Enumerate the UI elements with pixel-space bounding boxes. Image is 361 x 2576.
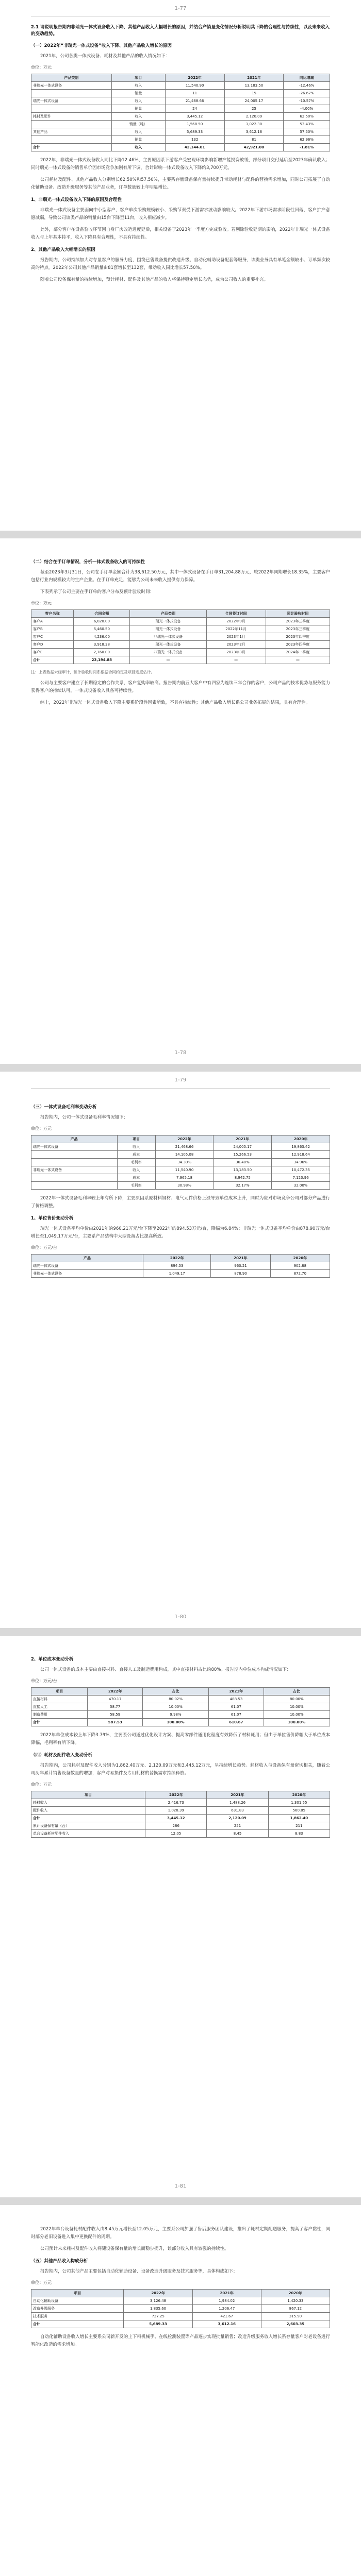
table-cell: 耗材及配件 — [31, 113, 112, 121]
table-other-products — [31, 2289, 330, 2328]
paragraph: 公司耗材及配件、其他产品收入分别增长62.50%和57.50%，主要系存量设备保有量持续提升带动耗材与配件的替换需求增加，同时公司拓展了自动化辅助设备、改造升级服务等其他产品业务，订单数量较上年明显增长。 — [31, 177, 330, 190]
table-header-cell: 2021年 — [209, 1688, 264, 1696]
table-cell: 315.90 — [261, 2313, 330, 2320]
table-cell: 4,236.00 — [74, 633, 130, 641]
table-cell: 81 — [224, 136, 284, 144]
subheading: 2、其他产品收入大幅增长的原因 — [31, 247, 95, 252]
table-cell: 直接材料 — [31, 1696, 88, 1703]
table-header-cell: 2021年 — [192, 2290, 261, 2297]
table-header-cell: 2020年 — [268, 1791, 330, 1799]
paragraph: 2022年单台设备耗材配件收入由8.45万元增长至12.05万元，主要系公司加强了售后服务团队建设，推出了耗材定期配送服务，提高了客户黏性，同时部分老旧设备进入集中更换配件的周期。 — [31, 2227, 330, 2240]
table-cell: 瑞光一体式设备 — [130, 641, 206, 649]
page-5 — [0, 2205, 361, 2576]
table-cell: 3,918.38 — [74, 641, 130, 649]
table-header-cell: 2020年 — [270, 1255, 330, 1262]
table-row — [31, 121, 330, 128]
table-cell: 21,468.66 — [155, 1143, 214, 1151]
table-cell: 251 — [207, 1822, 268, 1830]
table-cell: -4.00% — [284, 105, 330, 113]
table-cell: 32.00% — [272, 1182, 330, 1190]
table-cell: 488.53 — [209, 1696, 264, 1703]
table-header-cell: 2021年 — [214, 1136, 272, 1143]
paragraph: 报告期内，公司持续加大对存量客户的服务力度，围绕已售设备提供改造升级、自动化辅助设备配套等服务，该类业务具有单笔金额较小、订单频次较高的特点。2022年公司其他产品销量由81套增长至132套，带动收入同比增长57.50%。 — [31, 258, 330, 270]
paragraph: 非瑞光一体式设备主要面向中小型客户，客户单次采购规模较小、采购节奏受下游需求波动影响较大。2022年下游市场需求阶段性回落，客户扩产意愿减弱，导致公司该类产品的销量由15台下降至11台，收入相应减少。 — [31, 208, 330, 221]
paragraph: 截至2023年3月31日，公司在手订单金额合计为38,612.50万元，其中一体式设备在手订单31,204.88万元，较2022年同期增长18.35%，主要客户包括行业内规模较大的生产企业。在手订单充足，能够为公司未来收入提供有力保障。 — [31, 570, 330, 583]
table-cell: 10.00% — [142, 1703, 208, 1711]
table-cell: 成本 — [117, 1174, 155, 1182]
table-header-cell: 2021年 — [207, 1791, 268, 1799]
table-cell: 62.50% — [284, 113, 330, 121]
table-header-cell: 项目 — [117, 1136, 155, 1143]
table-cell: 30.98% — [155, 1182, 214, 1190]
table-cell: 560.85 — [268, 1807, 330, 1815]
table-cell: 42,921.00 — [224, 144, 284, 151]
table-cell: 收入 — [111, 97, 165, 105]
table-cell — [31, 1159, 118, 1166]
table-row — [31, 136, 330, 144]
table-cell — [31, 136, 112, 144]
table-header-cell: 2022年 — [145, 1791, 207, 1799]
table-cell: 470.17 — [88, 1696, 142, 1703]
paragraph: 瑞光一体式设备平均单价由2021年的960.21万元/台下降至2022年的894.53万元/台，降幅为6.84%；非瑞光一体式设备平均单价由878.90万元/台增长至1,049.17万元/台，主要系产品结构中大型设备占比提高所致。 — [31, 1226, 330, 1239]
table-row — [31, 90, 330, 97]
table-cell: 13,183.50 — [224, 82, 284, 90]
table-cell: 合计 — [31, 656, 74, 664]
table-row — [31, 128, 330, 136]
table-row — [31, 2297, 330, 2305]
table-cell: 销量 — [111, 90, 165, 97]
paragraph: 公司预计未来耗材及配件收入将随设备保有量的增长而稳步提升，该部分收入具有较强的持续性。 — [40, 2246, 229, 2251]
table-cell: 客户C — [31, 633, 74, 641]
table-cell: 合计 — [31, 1719, 88, 1726]
table-cell: 销量 — [111, 136, 165, 144]
table-cell: 421.67 — [192, 2313, 261, 2320]
table-row — [31, 2313, 330, 2320]
table-cell: 2023年3月 — [206, 649, 266, 656]
table-cell: 直接人工 — [31, 1703, 88, 1711]
page-number-bottom: 1-81 — [174, 2183, 187, 2189]
table-cell — [31, 1151, 118, 1159]
table-cell: 技术服务 — [31, 2313, 124, 2320]
table-cell: 3,612.16 — [224, 128, 284, 136]
table-cell — [31, 121, 112, 128]
paragraph: 公司一体式设备的成本主要由直接材料、直接人工及制造费用构成，其中直接材料占比约80%。报告期内单位成本构成情况如下： — [40, 1667, 291, 1672]
table-cell: 2023年三季度 — [266, 625, 330, 633]
table-row — [31, 82, 330, 90]
table-cell: 61.07 — [209, 1711, 264, 1719]
table-cell: 24 — [165, 105, 224, 113]
table-caption: 单位：万元 — [31, 65, 52, 70]
table-row — [31, 1166, 330, 1174]
table-cell: 销量 — [111, 105, 165, 113]
table-cell: 非瑞光一体式设备 — [31, 1270, 143, 1278]
table-cell: 配件收入 — [31, 1807, 145, 1815]
table-cell: 5,689.33 — [165, 128, 224, 136]
paragraph: 公司与主要客户建立了长期稳定的合作关系，客户复购率较高。报告期内前五大客户中有四家为连续三年合作的客户，公司产品的技术优势与服务能力获得客户的持续认可，一体式设备收入具备可持续性。 — [31, 681, 330, 693]
table-cell: 12,918.64 — [272, 1151, 330, 1159]
table-header-cell: 占比 — [264, 1688, 330, 1696]
table-cell: 1,028.39 — [145, 1807, 207, 1815]
table-header-cell: 预计验收时间 — [266, 610, 330, 618]
table-row — [31, 1159, 330, 1166]
table-row — [31, 1174, 330, 1182]
table-cell: 24,005.17 — [214, 1143, 272, 1151]
table-cell: 53.43% — [284, 121, 330, 128]
table-cell: 2023年四季度 — [266, 633, 330, 641]
table-cell: 12.05 — [145, 1830, 207, 1838]
table-cell: 15,266.53 — [214, 1151, 272, 1159]
table-row — [31, 113, 330, 121]
table-cell: 19,863.42 — [272, 1143, 330, 1151]
table-cell: -1.81% — [284, 144, 330, 151]
table-row — [31, 1270, 330, 1278]
paragraph: 随着公司设备保有量的持续增加，预计耗材、配件及其他产品的收入将保持稳定增长态势，成为公司收入的重要补充。 — [40, 277, 269, 282]
table-cell: 132 — [165, 136, 224, 144]
table-cell: — — [206, 656, 266, 664]
table-cell: 960.21 — [211, 1262, 270, 1270]
table-row — [31, 2320, 330, 2328]
table-cell: 8.45 — [207, 1830, 268, 1838]
table-header-cell: 合同金额 — [74, 610, 130, 618]
table-header-cell: 2022年 — [88, 1688, 142, 1696]
table-cell: 9.98% — [142, 1711, 208, 1719]
table-cell: 11,540.90 — [155, 1166, 214, 1174]
table-cell: 2023年三季度 — [266, 618, 330, 625]
table-cell — [31, 1182, 118, 1190]
table-cell: 14,105.08 — [155, 1151, 214, 1159]
table-cell: 894.53 — [143, 1262, 210, 1270]
table-cell: — — [266, 656, 330, 664]
table-row — [31, 656, 330, 664]
table-row — [31, 1822, 330, 1830]
table-cell: 2,603.35 — [261, 2320, 330, 2328]
question-text: 2.1 请说明报告期内非瑞光一体式设备收入下降、其他产品收入大幅增长的原因，并结合产销量变化情况分析说明其下降的合理性与持续性，以及未来收入的变动趋势。 — [31, 25, 330, 37]
paragraph: 报告期内，公司其他产品主要包括自动化辅助设备、设备改造升级服务及技术服务等，具体构成如下： — [40, 2269, 238, 2274]
table-cell: 其他产品 — [31, 128, 112, 136]
table-cell: 34.96% — [272, 1159, 330, 1166]
reply-heading-1: （一）2022年“非瑞光一体式设备”收入下降、其他产品收入增长的原因 — [31, 43, 172, 48]
table-cell: 合计 — [31, 2320, 124, 2328]
table-row — [31, 1719, 330, 1726]
table-cell: 24,005.17 — [224, 97, 284, 105]
table-row — [31, 2305, 330, 2313]
table-cell: 42,144.01 — [165, 144, 224, 151]
page-number-top: 1-77 — [31, 0, 330, 17]
table-header-cell: 2022年 — [143, 1255, 210, 1262]
table-header-cell: 项目 — [31, 1791, 145, 1799]
table-cell: 286 — [145, 1822, 207, 1830]
reply-heading-3: （三）一体式设备毛利率变动分析 — [31, 1105, 97, 1110]
table-orders-on-hand — [31, 609, 330, 664]
table-cell: 36.40% — [214, 1159, 272, 1166]
paragraph: 报告期内，公司一体式设备毛利率情况如下： — [40, 1115, 128, 1120]
table-cell: 10.00% — [264, 1703, 330, 1711]
table-cell: 631.83 — [207, 1807, 268, 1815]
table-cell: 11 — [165, 90, 224, 97]
table-cell: 878.90 — [211, 1270, 270, 1278]
table-cell: 2022年11月 — [206, 625, 266, 633]
table-header-cell: 占比 — [142, 1688, 208, 1696]
table-header-cell: 产品类别 — [31, 74, 112, 82]
table-header-cell: 2022年 — [155, 1136, 214, 1143]
table-row — [31, 1703, 330, 1711]
paragraph: 综上，2022年非瑞光一体式设备收入下降主要系阶段性因素所致，不具有持续性；其他产品收入增长系公司业务拓展的结果，具有合理性。 — [40, 700, 310, 705]
table-cell: 毛利率 — [117, 1182, 155, 1190]
table-header-cell: 同比增减 — [284, 74, 330, 82]
table-cell: 2022年9月 — [206, 618, 266, 625]
table-cell: 瑞光一体式设备 — [31, 1143, 118, 1151]
table-header-cell: 项目 — [31, 2290, 124, 2297]
table-cell — [31, 1174, 118, 1182]
table-cell: 80.02% — [142, 1696, 208, 1703]
table-cell: 3,445.12 — [145, 1815, 207, 1822]
table-cell: 3,612.16 — [192, 2320, 261, 2328]
table-cell: 1,488.26 — [207, 1799, 268, 1807]
table-header-cell: 项目 — [31, 1688, 88, 1696]
table-cell: — — [130, 656, 206, 664]
table-row — [31, 618, 330, 625]
table-cell: -10.57% — [284, 97, 330, 105]
paragraph: 2022年，非瑞光一体式设备收入同比下降12.46%，主要原因系下游客户受宏观环境影响新增产能投资放缓，部分项目交付延后至2023年确认收入；同时瑞光一体式设备的销售单价因市场竞争加剧有所下调，合计影响一体式设备收入下降约3,700万元。 — [31, 158, 330, 171]
table-cell: 单台设备耗材配件收入 — [31, 1830, 145, 1838]
table-cell: 2,120.09 — [207, 1815, 268, 1822]
table-row — [31, 1696, 330, 1703]
table-cell: 非瑞光一体式设备 — [130, 633, 206, 641]
table-cell: 610.67 — [209, 1719, 264, 1726]
table-cell: 2023年2月 — [206, 641, 266, 649]
table-cell: 瑞光一体式设备 — [130, 618, 206, 625]
table-cell: 1,206.47 — [192, 2305, 261, 2313]
table-cell: 8.83 — [268, 1830, 330, 1838]
table-cell: 销量（吨） — [111, 121, 165, 128]
page-number-bottom: 1-78 — [174, 1050, 187, 1056]
table-cell: 合计 — [31, 144, 112, 151]
table-cell: 瑞光一体式设备 — [130, 625, 206, 633]
table-cell: 收入 — [111, 113, 165, 121]
table-note: 注：上表数据未经审计，预计验收时间系根据合同约定及项目进度估计。 — [31, 670, 155, 674]
table-row — [31, 649, 330, 656]
table-header-cell: 2020年 — [261, 2290, 330, 2297]
table-cell: 58.59 — [88, 1711, 142, 1719]
table-cell: 收入 — [111, 144, 165, 151]
table-row — [31, 97, 330, 105]
table-row — [31, 1830, 330, 1838]
table-cell: 1,301.55 — [268, 1799, 330, 1807]
table-cell: 100.00% — [264, 1719, 330, 1726]
table-cell: 872.70 — [270, 1270, 330, 1278]
table-cell: 6,820.00 — [74, 618, 130, 625]
table-cell: 10,472.35 — [272, 1166, 330, 1174]
table-revenue-by-product — [31, 74, 330, 151]
table-cell: 1,835.60 — [124, 2305, 192, 2313]
page-4 — [0, 1636, 361, 2197]
table-cell: 25 — [224, 105, 284, 113]
table-cell: 毛利率 — [117, 1159, 155, 1166]
table-cell: 11,540.90 — [165, 82, 224, 90]
table-cell — [31, 105, 112, 113]
table-header-cell: 产品 — [31, 1255, 143, 1262]
table-cell: 客户A — [31, 618, 74, 625]
table-row — [31, 1711, 330, 1719]
table-cell: 23,194.88 — [74, 656, 130, 664]
table-cell: 7,120.96 — [272, 1174, 330, 1182]
table-unit-cost — [31, 1687, 330, 1726]
table-caption: 单位：万元 — [31, 1126, 52, 1131]
table-cell: 80.00% — [264, 1696, 330, 1703]
table-row — [31, 1815, 330, 1822]
subheading: 1、单位售价变动分析 — [31, 1216, 74, 1221]
table-cell: 5,460.50 — [74, 625, 130, 633]
table-cell: 客户B — [31, 625, 74, 633]
table-cell: 1,420.33 — [261, 2297, 330, 2305]
table-cell: 57.50% — [284, 128, 330, 136]
table-row — [31, 1143, 330, 1151]
table-cell: 1,984.02 — [192, 2297, 261, 2305]
table-row — [31, 1182, 330, 1190]
table-cell: 1,022.30 — [224, 121, 284, 128]
table-cell: 合计 — [31, 1815, 145, 1822]
table-header-cell: 客户名称 — [31, 610, 74, 618]
paragraph: 报告期内，公司耗材及配件收入分别为1,862.40万元、2,120.09万元和3,445.12万元，呈持续增长趋势。耗材收入与设备保有量密切相关，随着公司历年累计销售设备数量的增加，客户对易损件及专用耗材的替换需求持续释放。 — [31, 1763, 330, 1776]
table-unit-price — [31, 1254, 330, 1278]
table-row — [31, 105, 330, 113]
table-row — [31, 1262, 330, 1270]
subheading: 1、非瑞光一体式设备收入下降的原因及合理性 — [31, 197, 122, 202]
paragraph: 2021年，公司各类一体式设备、耗材及其他产品的收入情况如下： — [40, 54, 170, 59]
paragraph: 此外，部分客户在设备验收环节因自身厂房改造进度延后，相关设备于2023年一季度方完成验收。若剔除验收延期的影响，2022年非瑞光一体式设备收入与上年基本持平，收入下降具有合理性，不具有持续性。 — [31, 227, 330, 240]
table-cell: 7,965.18 — [155, 1174, 214, 1182]
table-cell: 727.25 — [124, 2313, 192, 2320]
table-header-cell: 项目 — [111, 74, 165, 82]
reply-heading-2: （二）结合在手订单情况，分析一体式设备收入的可持续性 — [31, 560, 145, 565]
table-cell: 客户D — [31, 641, 74, 649]
table-row — [31, 633, 330, 641]
table-cell: 2,120.09 — [224, 113, 284, 121]
table-cell: 902.88 — [270, 1262, 330, 1270]
table-cell: 收入 — [117, 1166, 155, 1174]
table-row — [31, 625, 330, 633]
table-header-cell: 2022年 — [165, 74, 224, 82]
table-cell: 收入 — [111, 128, 165, 136]
table-cell: 61.07 — [209, 1703, 264, 1711]
page-1 — [0, 0, 361, 531]
table-row — [31, 144, 330, 151]
table-header-cell: 2021年 — [224, 74, 284, 82]
table-row — [31, 1151, 330, 1159]
table-cell: 2023年1月 — [206, 633, 266, 641]
table-cell: 13,183.50 — [214, 1166, 272, 1174]
table-cell: 2024年一季度 — [266, 649, 330, 656]
page-2 — [0, 538, 361, 1064]
reply-heading-4: （四）耗材及配件收入变动分析 — [31, 1753, 93, 1758]
table-header-cell: 合同签订时间 — [206, 610, 266, 618]
table-cell: 自动化辅助设备 — [31, 2297, 124, 2305]
page-3 — [0, 1072, 361, 1628]
table-cell: -26.67% — [284, 90, 330, 97]
table-caption: 单位：万元/台 — [31, 1679, 57, 1683]
table-cell: 收入 — [117, 1143, 155, 1151]
table-header-cell: 产品类别 — [130, 610, 206, 618]
paragraph: 2022年一体式设备毛利率较上年有所下降，主要原因系原材料钢材、电气元件价格上涨导致单位成本上升，同时为应对市场竞争公司对部分产品进行了价格调整。 — [31, 1196, 330, 1209]
page-number-top: 1-79 — [31, 1072, 330, 1089]
table-row — [31, 641, 330, 649]
table-cell: 改造升级服务 — [31, 2305, 124, 2313]
table-cell: 成本 — [117, 1151, 155, 1159]
table-cell: 非瑞光一体式设备 — [31, 82, 112, 90]
table-cell: 211 — [268, 1822, 330, 1830]
table-cell: 100.00% — [142, 1719, 208, 1726]
table-cell: 867.12 — [261, 2305, 330, 2313]
table-cell: 1,862.40 — [268, 1815, 330, 1822]
table-caption: 单位：万元 — [31, 1782, 52, 1787]
table-cell: 62.96% — [284, 136, 330, 144]
table-cell: 587.53 — [88, 1719, 142, 1726]
table-cell: 累计设备保有量（台） — [31, 1822, 145, 1830]
table-cell: -12.46% — [284, 82, 330, 90]
table-caption: 单位：万元 — [31, 601, 52, 605]
table-cell: 32.17% — [214, 1182, 272, 1190]
table-cell: 瑞光一体式设备 — [31, 97, 112, 105]
table-caption: 单位：万元 — [31, 2280, 52, 2285]
table-cell: 耗材收入 — [31, 1799, 145, 1807]
table-header-cell: 2021年 — [211, 1255, 270, 1262]
table-row — [31, 1807, 330, 1815]
table-cell: 收入 — [111, 82, 165, 90]
table-cell: 3,445.12 — [165, 113, 224, 121]
table-cell: 34.30% — [155, 1159, 214, 1166]
table-cell: 3,126.48 — [124, 2297, 192, 2305]
table-cell: 8,942.75 — [214, 1174, 272, 1182]
table-cell: 1,049.17 — [143, 1270, 210, 1278]
paragraph: 下表列示了公司主要在手订单的客户分布及预计验收时间： — [40, 589, 155, 595]
table-cell: 58.77 — [88, 1703, 142, 1711]
table-cell: 制造费用 — [31, 1711, 88, 1719]
table-cell: 21,468.66 — [165, 97, 224, 105]
table-cell: 非瑞光一体式设备 — [130, 649, 206, 656]
table-header-cell: 产品 — [31, 1136, 118, 1143]
table-cell: 5,689.33 — [124, 2320, 192, 2328]
table-header-cell: 2020年 — [272, 1136, 330, 1143]
table-row — [31, 1799, 330, 1807]
paragraph: 2022年单位成本较上年下降3.79%，主要系公司通过优化设计方案、提高零部件通用化程度有效降低了材料耗用；但由于单位售价降幅大于单位成本降幅，毛利率有所下降。 — [31, 1733, 330, 1745]
table-cell: 2,760.00 — [74, 649, 130, 656]
table-caption: 单位：万元/台 — [31, 1245, 57, 1250]
page-number-bottom: 1-80 — [174, 1614, 187, 1620]
table-cell: 2,416.73 — [145, 1799, 207, 1807]
reply-heading-5: （五）其他产品收入构成分析 — [31, 2259, 88, 2264]
table-cell: 客户E — [31, 649, 74, 656]
table-cell: 1,568.50 — [165, 121, 224, 128]
table-gross-margin — [31, 1135, 330, 1190]
table-cell: 瑞光一体式设备 — [31, 1262, 143, 1270]
table-cell: 10.00% — [264, 1711, 330, 1719]
table-cell — [31, 90, 112, 97]
table-cell: 非瑞光一体式设备 — [31, 1166, 118, 1174]
table-header-cell: 2022年 — [124, 2290, 192, 2297]
paragraph: 自动化辅助设备收入增长主要系公司新开发的上下料机械手、在线检测装置等产品逐步实现批量销售；改造升级服务收入增长系存量客户对老设备进行智能化改造的需求增加。 — [31, 2334, 330, 2347]
table-cell: 2023年四季度 — [266, 641, 330, 649]
table-cell: 15 — [224, 90, 284, 97]
table-consumables — [31, 1791, 330, 1838]
subheading: 2、单位成本变动分析 — [31, 1657, 74, 1662]
